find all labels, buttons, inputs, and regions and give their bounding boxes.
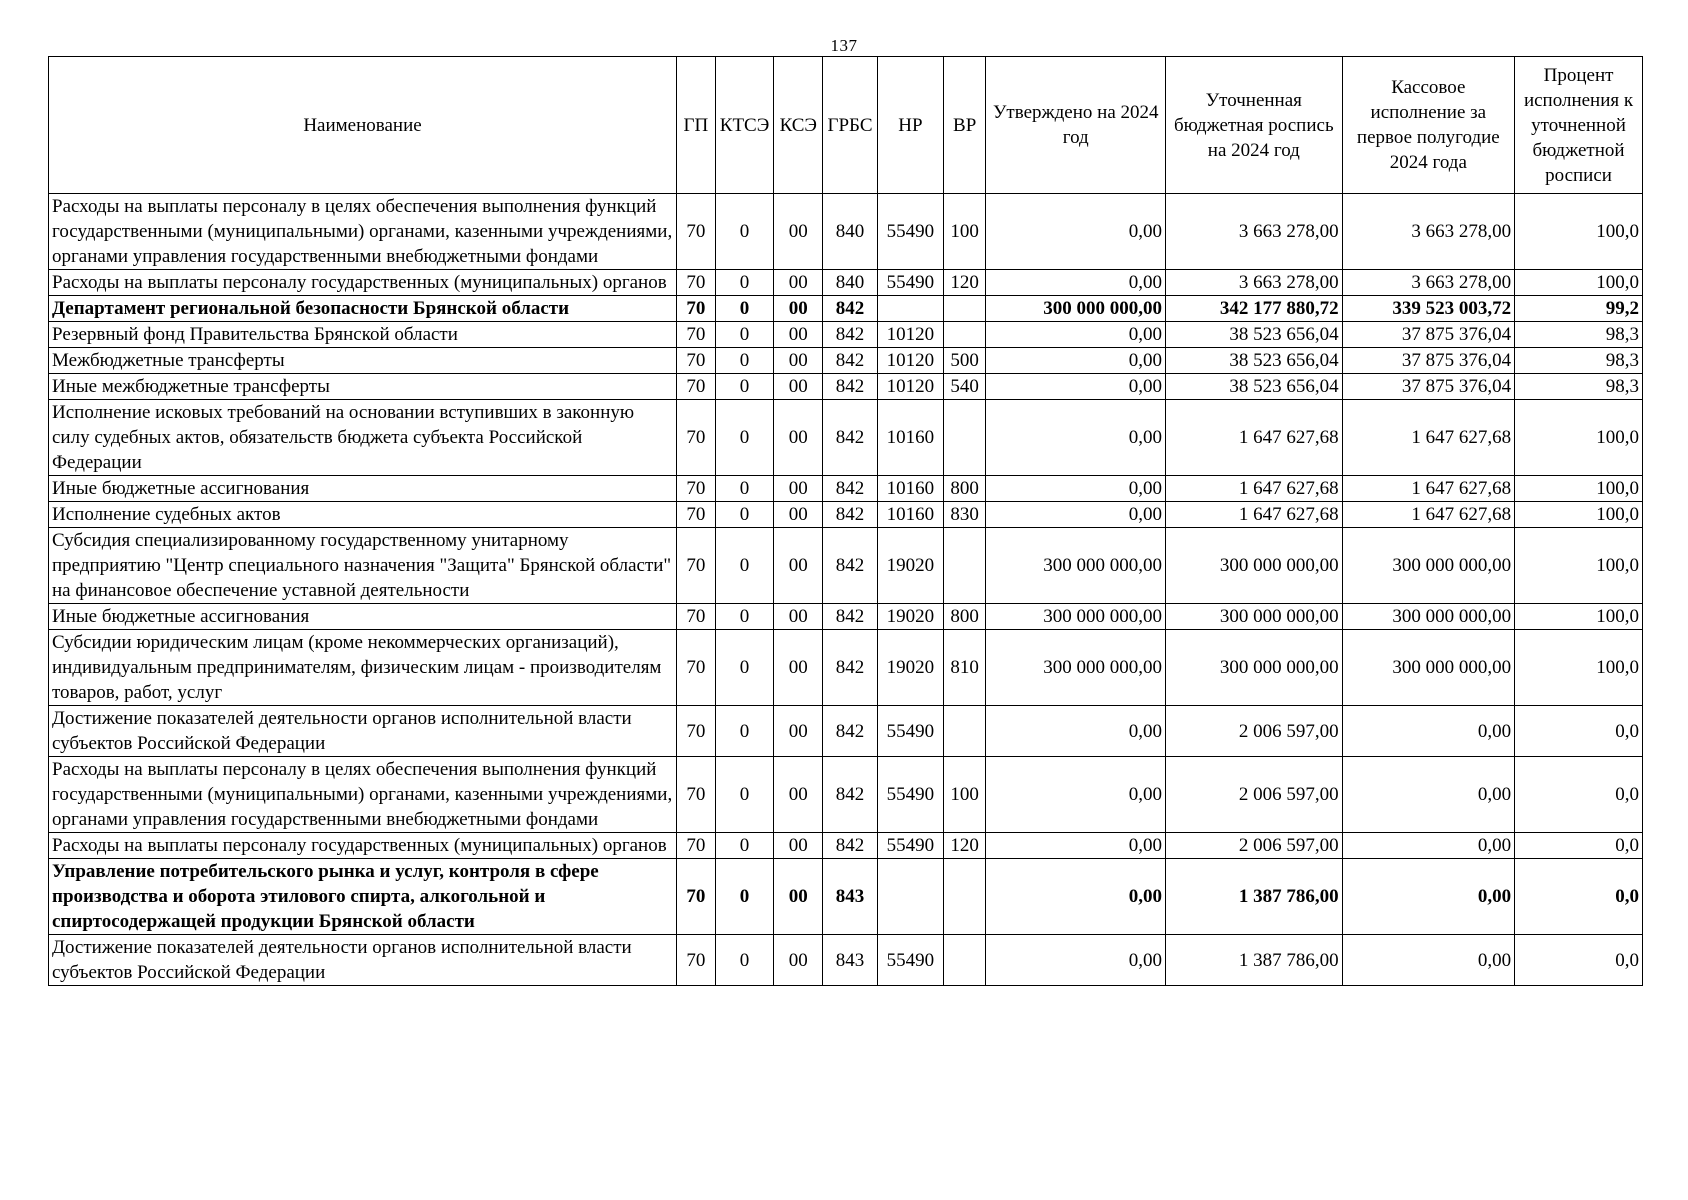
grbs-cell: 840	[823, 270, 878, 296]
table-row	[49, 833, 1643, 859]
name-cell: Расходы на выплаты персоналу в целях обеспечения выполнения функций государственными (муниципальными) органами, казенными учреждениями, органами управления государственными внебюджетными фондами	[49, 757, 677, 833]
percent-cell: 100,0	[1515, 270, 1643, 296]
table-row	[49, 528, 1643, 604]
grbs-cell: 842	[823, 833, 878, 859]
ktse-cell: 0	[715, 374, 774, 400]
grbs-cell: 842	[823, 502, 878, 528]
name-cell: Иные бюджетные ассигнования	[49, 476, 677, 502]
percent-cell: 0,0	[1515, 757, 1643, 833]
grbs-cell: 840	[823, 194, 878, 270]
gp-cell: 70	[677, 476, 716, 502]
table-row	[49, 476, 1643, 502]
grbs-cell: 842	[823, 296, 878, 322]
col-approved-header: Утверждено на 2024 год	[986, 57, 1166, 194]
approved-cell: 0,00	[986, 322, 1166, 348]
gp-cell: 70	[677, 833, 716, 859]
name-cell: Достижение показателей деятельности органов исполнительной власти субъектов Российской Федерации	[49, 706, 677, 757]
percent-cell: 98,3	[1515, 374, 1643, 400]
percent-cell: 100,0	[1515, 604, 1643, 630]
gp-cell: 70	[677, 935, 716, 986]
approved-cell: 0,00	[986, 400, 1166, 476]
grbs-cell: 842	[823, 706, 878, 757]
ktse-cell: 0	[715, 859, 774, 935]
col-kse-header: КСЭ	[774, 57, 823, 194]
cash-cell: 0,00	[1342, 833, 1514, 859]
nr-cell: 10120	[877, 348, 943, 374]
ktse-cell: 0	[715, 528, 774, 604]
vr-cell	[943, 322, 986, 348]
gp-cell: 70	[677, 348, 716, 374]
cash-cell: 3 663 278,00	[1342, 194, 1514, 270]
col-percent-header: Процент исполнения к уточненной бюджетной росписи	[1515, 57, 1643, 194]
page-number: 137	[830, 36, 858, 55]
percent-cell: 0,0	[1515, 706, 1643, 757]
name-cell: Иные межбюджетные трансферты	[49, 374, 677, 400]
kse-cell: 00	[774, 528, 823, 604]
ktse-cell: 0	[715, 322, 774, 348]
refined-cell: 2 006 597,00	[1166, 706, 1343, 757]
cash-cell: 300 000 000,00	[1342, 528, 1514, 604]
cash-cell: 0,00	[1342, 935, 1514, 986]
refined-cell: 3 663 278,00	[1166, 270, 1343, 296]
budget-table	[48, 56, 1643, 986]
refined-cell: 1 647 627,68	[1166, 476, 1343, 502]
ktse-cell: 0	[715, 296, 774, 322]
cash-cell: 37 875 376,04	[1342, 322, 1514, 348]
name-cell: Резервный фонд Правительства Брянской области	[49, 322, 677, 348]
header-row	[49, 57, 1643, 194]
table-row	[49, 502, 1643, 528]
ktse-cell: 0	[715, 706, 774, 757]
table-row	[49, 270, 1643, 296]
table-row	[49, 935, 1643, 986]
ktse-cell: 0	[715, 757, 774, 833]
nr-cell	[877, 296, 943, 322]
nr-cell: 10160	[877, 502, 943, 528]
table-row	[49, 604, 1643, 630]
table-body	[49, 194, 1643, 986]
grbs-cell: 843	[823, 859, 878, 935]
kse-cell: 00	[774, 604, 823, 630]
table-row	[49, 322, 1643, 348]
name-cell: Управление потребительского рынка и услуг, контроля в сфере производства и оборота этилового спирта, алкогольной и спиртосодержащей продукции Брянской области	[49, 859, 677, 935]
kse-cell: 00	[774, 348, 823, 374]
grbs-cell: 842	[823, 757, 878, 833]
ktse-cell: 0	[715, 630, 774, 706]
percent-cell: 0,0	[1515, 859, 1643, 935]
name-cell: Межбюджетные трансферты	[49, 348, 677, 374]
col-nr-header: НР	[877, 57, 943, 194]
ktse-cell: 0	[715, 935, 774, 986]
percent-cell: 0,0	[1515, 935, 1643, 986]
approved-cell: 0,00	[986, 757, 1166, 833]
approved-cell: 300 000 000,00	[986, 604, 1166, 630]
cash-cell: 0,00	[1342, 859, 1514, 935]
vr-cell	[943, 706, 986, 757]
gp-cell: 70	[677, 630, 716, 706]
approved-cell: 0,00	[986, 935, 1166, 986]
grbs-cell: 842	[823, 630, 878, 706]
col-grbs-header: ГРБС	[823, 57, 878, 194]
approved-cell: 0,00	[986, 194, 1166, 270]
grbs-cell: 842	[823, 322, 878, 348]
nr-cell: 55490	[877, 706, 943, 757]
nr-cell: 55490	[877, 935, 943, 986]
refined-cell: 300 000 000,00	[1166, 630, 1343, 706]
nr-cell: 55490	[877, 270, 943, 296]
gp-cell: 70	[677, 757, 716, 833]
cash-cell: 300 000 000,00	[1342, 630, 1514, 706]
percent-cell: 98,3	[1515, 322, 1643, 348]
kse-cell: 00	[774, 476, 823, 502]
nr-cell: 10160	[877, 400, 943, 476]
percent-cell: 99,2	[1515, 296, 1643, 322]
name-cell: Иные бюджетные ассигнования	[49, 604, 677, 630]
name-cell: Достижение показателей деятельности органов исполнительной власти субъектов Российской Федерации	[49, 935, 677, 986]
ktse-cell: 0	[715, 476, 774, 502]
approved-cell: 0,00	[986, 270, 1166, 296]
grbs-cell: 842	[823, 374, 878, 400]
grbs-cell: 842	[823, 476, 878, 502]
name-cell: Исполнение исковых требований на основании вступивших в законную силу судебных актов, обязательств бюджета субъекта Российской Федерации	[49, 400, 677, 476]
col-name-header: Наименование	[49, 57, 677, 194]
gp-cell: 70	[677, 706, 716, 757]
name-cell: Департамент региональной безопасности Брянской области	[49, 296, 677, 322]
kse-cell: 00	[774, 859, 823, 935]
nr-cell: 55490	[877, 833, 943, 859]
approved-cell: 0,00	[986, 502, 1166, 528]
vr-cell: 830	[943, 502, 986, 528]
vr-cell: 120	[943, 270, 986, 296]
refined-cell: 2 006 597,00	[1166, 833, 1343, 859]
approved-cell: 0,00	[986, 348, 1166, 374]
percent-cell: 100,0	[1515, 400, 1643, 476]
refined-cell: 38 523 656,04	[1166, 322, 1343, 348]
table-row	[49, 757, 1643, 833]
refined-cell: 300 000 000,00	[1166, 604, 1343, 630]
table-row	[49, 630, 1643, 706]
percent-cell: 100,0	[1515, 194, 1643, 270]
refined-cell: 342 177 880,72	[1166, 296, 1343, 322]
approved-cell: 300 000 000,00	[986, 296, 1166, 322]
table-row	[49, 348, 1643, 374]
refined-cell: 1 647 627,68	[1166, 400, 1343, 476]
table-header	[49, 57, 1643, 194]
cash-cell: 3 663 278,00	[1342, 270, 1514, 296]
gp-cell: 70	[677, 604, 716, 630]
kse-cell: 00	[774, 833, 823, 859]
table-row	[49, 374, 1643, 400]
percent-cell: 100,0	[1515, 528, 1643, 604]
kse-cell: 00	[774, 374, 823, 400]
table-row	[49, 400, 1643, 476]
approved-cell: 0,00	[986, 706, 1166, 757]
gp-cell: 70	[677, 296, 716, 322]
refined-cell: 38 523 656,04	[1166, 348, 1343, 374]
nr-cell: 55490	[877, 194, 943, 270]
vr-cell	[943, 296, 986, 322]
approved-cell: 300 000 000,00	[986, 630, 1166, 706]
cash-cell: 0,00	[1342, 706, 1514, 757]
nr-cell: 55490	[877, 757, 943, 833]
grbs-cell: 842	[823, 348, 878, 374]
cash-cell: 1 647 627,68	[1342, 400, 1514, 476]
cash-cell: 1 647 627,68	[1342, 476, 1514, 502]
col-vr-header: ВР	[943, 57, 986, 194]
kse-cell: 00	[774, 270, 823, 296]
ktse-cell: 0	[715, 604, 774, 630]
grbs-cell: 842	[823, 400, 878, 476]
gp-cell: 70	[677, 400, 716, 476]
col-gp-header: ГП	[677, 57, 716, 194]
table-row	[49, 859, 1643, 935]
vr-cell	[943, 935, 986, 986]
approved-cell: 0,00	[986, 833, 1166, 859]
ktse-cell: 0	[715, 833, 774, 859]
nr-cell	[877, 859, 943, 935]
cash-cell: 37 875 376,04	[1342, 374, 1514, 400]
grbs-cell: 842	[823, 528, 878, 604]
kse-cell: 00	[774, 400, 823, 476]
vr-cell: 800	[943, 476, 986, 502]
percent-cell: 100,0	[1515, 476, 1643, 502]
nr-cell: 19020	[877, 604, 943, 630]
kse-cell: 00	[774, 706, 823, 757]
table-row	[49, 296, 1643, 322]
gp-cell: 70	[677, 528, 716, 604]
kse-cell: 00	[774, 757, 823, 833]
gp-cell: 70	[677, 502, 716, 528]
cash-cell: 339 523 003,72	[1342, 296, 1514, 322]
kse-cell: 00	[774, 935, 823, 986]
gp-cell: 70	[677, 270, 716, 296]
gp-cell: 70	[677, 322, 716, 348]
vr-cell: 500	[943, 348, 986, 374]
percent-cell: 98,3	[1515, 348, 1643, 374]
nr-cell: 10120	[877, 374, 943, 400]
name-cell: Расходы на выплаты персоналу государственных (муниципальных) органов	[49, 833, 677, 859]
vr-cell	[943, 859, 986, 935]
cash-cell: 1 647 627,68	[1342, 502, 1514, 528]
vr-cell: 810	[943, 630, 986, 706]
col-refined-header: Уточненная бюджетная роспись на 2024 год	[1166, 57, 1343, 194]
kse-cell: 00	[774, 322, 823, 348]
vr-cell: 120	[943, 833, 986, 859]
ktse-cell: 0	[715, 400, 774, 476]
vr-cell: 100	[943, 194, 986, 270]
vr-cell: 100	[943, 757, 986, 833]
name-cell: Субсидия специализированному государственному унитарному предприятию "Центр специального назначения "Защита" Брянской области" на финансовое обеспечение уставной деятельности	[49, 528, 677, 604]
percent-cell: 0,0	[1515, 833, 1643, 859]
name-cell: Расходы на выплаты персоналу государственных (муниципальных) органов	[49, 270, 677, 296]
refined-cell: 1 647 627,68	[1166, 502, 1343, 528]
table-row	[49, 194, 1643, 270]
percent-cell: 100,0	[1515, 630, 1643, 706]
vr-cell	[943, 400, 986, 476]
kse-cell: 00	[774, 630, 823, 706]
refined-cell: 2 006 597,00	[1166, 757, 1343, 833]
approved-cell: 0,00	[986, 374, 1166, 400]
ktse-cell: 0	[715, 502, 774, 528]
cash-cell: 37 875 376,04	[1342, 348, 1514, 374]
name-cell: Расходы на выплаты персоналу в целях обеспечения выполнения функций государственными (муниципальными) органами, казенными учреждениями, органами управления государственными внебюджетными фондами	[49, 194, 677, 270]
percent-cell: 100,0	[1515, 502, 1643, 528]
cash-cell: 0,00	[1342, 757, 1514, 833]
grbs-cell: 843	[823, 935, 878, 986]
ktse-cell: 0	[715, 194, 774, 270]
col-ktse-header: КТСЭ	[715, 57, 774, 194]
refined-cell: 1 387 786,00	[1166, 935, 1343, 986]
nr-cell: 10160	[877, 476, 943, 502]
name-cell: Субсидии юридическим лицам (кроме некоммерческих организаций), индивидуальным предпринимателям, физическим лицам - производителям товаров, работ, услуг	[49, 630, 677, 706]
nr-cell: 10120	[877, 322, 943, 348]
kse-cell: 00	[774, 502, 823, 528]
cash-cell: 300 000 000,00	[1342, 604, 1514, 630]
grbs-cell: 842	[823, 604, 878, 630]
vr-cell	[943, 528, 986, 604]
name-cell: Исполнение судебных актов	[49, 502, 677, 528]
refined-cell: 3 663 278,00	[1166, 194, 1343, 270]
ktse-cell: 0	[715, 348, 774, 374]
kse-cell: 00	[774, 296, 823, 322]
approved-cell: 0,00	[986, 859, 1166, 935]
kse-cell: 00	[774, 194, 823, 270]
vr-cell: 800	[943, 604, 986, 630]
nr-cell: 19020	[877, 630, 943, 706]
nr-cell: 19020	[877, 528, 943, 604]
col-cash-header: Кассовое исполнение за первое полугодие 2024 года	[1342, 57, 1514, 194]
vr-cell: 540	[943, 374, 986, 400]
gp-cell: 70	[677, 194, 716, 270]
approved-cell: 0,00	[986, 476, 1166, 502]
gp-cell: 70	[677, 859, 716, 935]
approved-cell: 300 000 000,00	[986, 528, 1166, 604]
refined-cell: 1 387 786,00	[1166, 859, 1343, 935]
gp-cell: 70	[677, 374, 716, 400]
refined-cell: 38 523 656,04	[1166, 374, 1343, 400]
refined-cell: 300 000 000,00	[1166, 528, 1343, 604]
table-row	[49, 706, 1643, 757]
ktse-cell: 0	[715, 270, 774, 296]
